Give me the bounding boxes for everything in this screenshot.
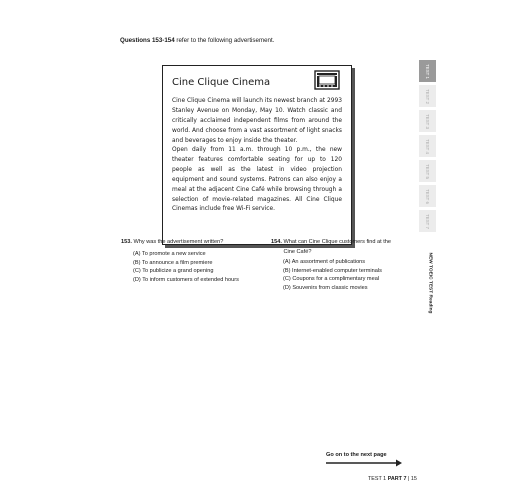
option-d[interactable]: (D) Souvenirs from classic movies <box>283 284 368 291</box>
question-154 <box>271 238 411 257</box>
footer-test: TEST 1 <box>368 476 387 482</box>
footer-part: PART 7 <box>387 476 407 482</box>
question-number: 154. <box>271 239 282 245</box>
film-theater-icon <box>314 70 340 90</box>
page-number: 15 <box>410 476 417 482</box>
options-153 <box>133 250 239 284</box>
question-text: What can Cine Clique customers find at the Cine Café? <box>283 239 392 255</box>
option-a[interactable]: (A) To promote a new service <box>133 251 206 257</box>
advertisement-title: Cine Clique Cinema <box>172 77 271 88</box>
test-side-tabs <box>419 60 436 235</box>
advertisement-paragraph-1: Cine Clique Cinema will launch its newest branch at 2993 Stanley Avenue on Monday, May 10. Watch classic and critically acclaimed independent films from around the world. And choose from a vast assortment of light snacks and beverages to enjoy inside the theater. <box>172 98 342 144</box>
tab-test-7[interactable]: TEST 7 <box>419 210 436 232</box>
footer-separator: | <box>407 476 410 482</box>
question-text: Why was the advertisement written? <box>133 239 224 245</box>
advertisement-paragraph-2: Open daily from 11 a.m. through 10 p.m., the new theater features comfortable seating for up to 120 people as well as the latest in video projection equipment and sound systems. Patrons can also enjoy a meal at the adjacent Cine Café while browsing through a selection of movie-related magazines. All Cine Clique Cinemas include free Wi-Fi service. <box>172 147 342 213</box>
question-range: Questions 153-154 <box>120 37 175 44</box>
tab-test-2[interactable]: TEST 2 <box>419 85 436 107</box>
option-b[interactable]: (B) To announce a film premiere <box>133 259 213 266</box>
option-d[interactable]: (D) To inform customers of extended hours <box>133 276 239 283</box>
page-footer <box>368 476 417 482</box>
tab-test-5[interactable]: TEST 5 <box>419 160 436 182</box>
option-c[interactable]: (C) Coupons for a complimentary meal <box>283 276 380 283</box>
tab-test-6[interactable]: TEST 6 <box>419 185 436 207</box>
tab-test-4[interactable]: TEST 4 <box>419 135 436 157</box>
option-a[interactable]: (A) An assortment of publications <box>283 259 366 265</box>
question-153 <box>121 238 261 248</box>
option-b[interactable]: (B) Internet-enabled computer terminals <box>283 267 382 274</box>
instruction-line <box>120 37 274 44</box>
instruction-text: refer to the following advertisement. <box>174 37 275 44</box>
go-next-page-text: Go on to the next page <box>326 452 387 458</box>
tab-test-1[interactable]: TEST 1 <box>419 60 436 82</box>
book-section-label: NEW TOEIC TEST Reading <box>427 252 433 314</box>
question-number: 153. <box>121 239 132 245</box>
arrow-right-icon <box>326 459 402 467</box>
options-154 <box>283 258 382 292</box>
tab-test-3[interactable]: TEST 3 <box>419 110 436 132</box>
option-c[interactable]: (C) To publicize a grand opening <box>133 268 214 275</box>
